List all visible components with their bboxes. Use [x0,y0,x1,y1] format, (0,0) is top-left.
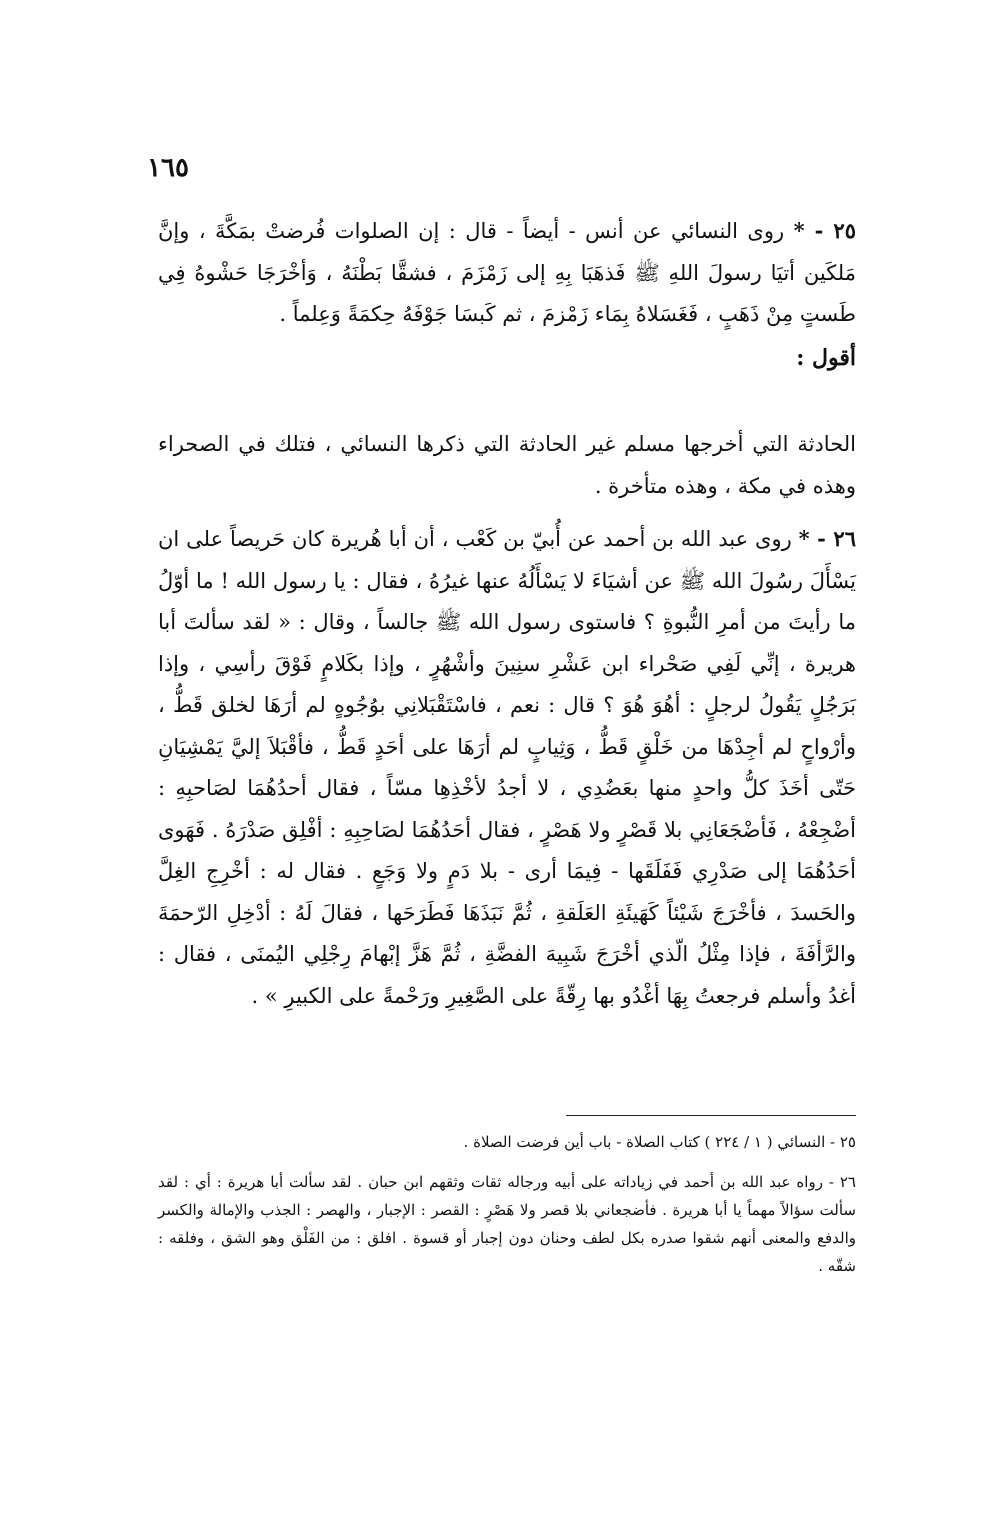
commentary-paragraph: الحادثة التي أخرجها مسلم غير الحادثة التي ذكرها النسائي ، فتلك في الصحراء وهذه في مكة ، وهذه متأخرة . [158,432,856,498]
hadith-26-text: روى عبد الله بن أحمد عن أُبيّ بن كَعْب ، أن أبا هُريرة كان حَريصاً على ان يَسْأَلَ رسُولَ الله ﷺ عن أشيَاءَ لا يَسْأَلُهُ عنها غيرُهُ ، فقال : يا رسول الله ! ما أوّلُ ما رأيتَ من أمرِ النُّبوةِ ؟ فاستوى رسول الله ﷺ جالساً ، وقال : « لقد سألتَ أبا هريرة ، إنِّي لَفِي صَحْراء ابن عَشْرِ سنِينَ وأشْهُرٍ ، وإذا بكَلامٍ فَوْقَ رأسِي ، وإذا بَرَجُلٍ يَقُولُ لرجلٍ : أهُوَ هُوَ ؟ قال : نعم ، فاسْتَقْبَلانِي بوُجُوهٍ لم أرَهَا لخلق قَطُّ ، وأرْواحٍ لم أجِدْهَا من خَلْقٍ قَطُّ ، وَثِيابٍ لم أرَهَا على أحَدٍ قَطُّ ، فأقْبَلاَ إليَّ يَمْشِيَانِ حَتّى أخَذَ كلُّ واحدٍ منها بعَضُدِي ، لا أجدُ لأخْذِهِا مسّاً ، فقال أحدُهُمَا لصَاحبِهِ : أضْجِعْهُ ، فَأضْجَعَانِي بلا قَصْرٍ ولا هَصْرٍ ، فقال أحَدُهُمَا لصَاحِبِهِ : أفْلِق صَدْرَهُ . فَهَوى أحَدُهُمَا إلى صَدْرِي فَفَلَقَها - فِيمَا أرى - بلا دَمٍ ولا وَجَعٍ . فقال له : أخْرِجِ الغِلَّ والحَسدَ ، فأخْرَجَ شَيْئاً كَهَيئَةِ العَلَقةِ ، ثُمَّ نَبَذَهَا فَطَرَحَها ، فقالَ لَهُ : أدْخِلِ الرّحمَةَ والرَّأفَةَ ، فإذا مِثْلُ الّذي أخْرَجَ شَبِيهَ الفضَّةِ ، ثُمَّ هَزَّ إبْهامَ رِجْلِي اليُمنَى ، فقال : أغدُ وأسلم فرجعتُ بِهَا أغْدُو بها رِقّةً على الصَّغِيرِ ورَحْمةً على الكبيرِ » . [158,527,856,1008]
hadith-26-marker: ٢٦ - * [798,526,856,551]
hadith-25-paragraph [158,210,856,336]
footnote-25: ٢٥ - النسائي ( ١ / ٢٢٤ ) كتاب الصلاة - باب أين فرضت الصلاة . [463,1133,856,1151]
hadith-25-text: روى النسائي عن أنس - أيضاً - قال : إن الصلوات فُرضتْ بمَكَّةَ ، وإنَّ مَلكَين أتيَا رسولَ اللهِ ﷺ فَذهَبَا بِهِ إلى زَمْزَمَ ، فشقَّا بَطْنَهُ ، وَأخْرَجَا حَشْوهُ فِي طَستٍ مِنْ ذَهَبٍ ، فَغَسَلاهُ بِمَاء زَمْزمَ ، ثم كَبسَا جَوْفَهُ حِكمَةً وَعِلماً . [158,219,856,326]
footnote-divider [566,1115,856,1116]
hadith-26-paragraph [158,518,856,1017]
page-number: ١٦٥ [147,153,189,183]
hadith-25-marker: ٢٥ - * [793,218,856,243]
section-heading: أقول : [796,345,856,371]
footnote-26: ٢٦ - رواه عبد الله بن أحمد في زياداته على أبيه ورجاله ثقات وثقهم ابن حبان . لقد سألت أبا هريرة : أي : لقد سألت سؤالاً مهماً يا أبا هريرة . فأضجعاني بلا قصر ولا هَصْرٍ : القصر : الإجبار ، والهصر : الجذب والإمالة والكسر والدفع والمعنى أنهم شقوا صدره بكل لطف وحنان دون إجبار أو قسوة . افلق : من الفَلْق وهو الشق ، وفلقه : شقّه . [158,1173,856,1275]
